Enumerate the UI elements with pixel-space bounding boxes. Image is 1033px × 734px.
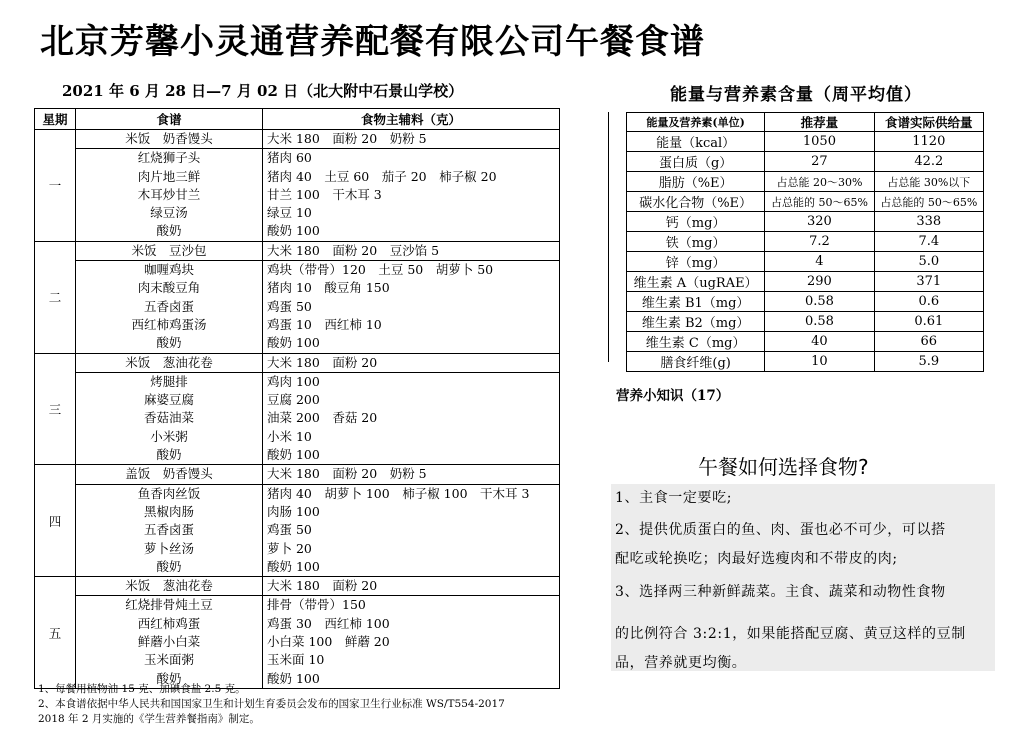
dish-name: 绿豆汤	[150, 205, 188, 221]
ingredient-line: 鸡块（带骨）120 土豆 50 胡萝卜 50	[267, 262, 494, 278]
recommended-value: 27	[765, 152, 874, 172]
header-dishes: 食谱	[76, 109, 263, 130]
dishes-cell	[76, 130, 263, 242]
nutrient-name: 维生素 B2（mg）	[627, 312, 765, 332]
menu-day-row	[35, 130, 560, 242]
ingredient-line: 玉米面 10	[267, 652, 325, 668]
actual-value: 占总能的 50～65%	[874, 192, 983, 212]
menu-date-school: 2021 年 6 月 28 日—7 月 02 日（北大附中石景山学校）	[62, 82, 464, 100]
actual-value: 371	[874, 272, 983, 292]
ingredients-cell	[263, 577, 560, 689]
dishes-cell	[76, 353, 263, 465]
nutrient-name: 碳水化合物（%E）	[627, 192, 765, 212]
actual-value: 66	[874, 332, 983, 352]
ingredient-line: 猪肉 60	[267, 150, 312, 166]
nutrient-name: 维生素 C（mg）	[627, 332, 765, 352]
dishes-cell	[76, 577, 263, 689]
nutrition-table	[626, 112, 984, 372]
dish-name: 西红柿鸡蛋	[137, 615, 201, 631]
ingredient-line: 猪肉 10 酸豆角 150	[267, 280, 390, 296]
knowledge-title: 营养小知识（17）	[616, 388, 730, 404]
nutrition-row	[627, 192, 984, 212]
menu-notes	[38, 682, 568, 727]
actual-value: 占总能 30%以下	[874, 172, 983, 192]
dish-name: 萝卜丝汤	[143, 540, 194, 556]
ingredients-cell	[263, 130, 560, 242]
note-line: 2、本食谱依据中华人民共和国国家卫生和计划生育委员会发布的国家卫生行业标准 WS/T554-2017	[38, 698, 505, 710]
dish-name: 酸奶	[156, 670, 182, 686]
actual-value: 338	[874, 212, 983, 232]
dishes-cell	[76, 465, 263, 577]
nutrient-name: 脂肪（%E）	[627, 172, 765, 192]
recommended-value: 40	[765, 332, 874, 352]
dish-name: 五香卤蛋	[143, 298, 194, 314]
ingredient-line: 大米 180 面粉 20	[263, 354, 559, 373]
recommended-value: 0.58	[765, 292, 874, 312]
dish-name: 肉末酸豆角	[137, 280, 201, 296]
ingredient-line: 豆腐 200	[267, 392, 320, 408]
ingredient-line: 猪肉 40 土豆 60 茄子 20 柿子椒 20	[267, 168, 497, 184]
weekday-cell: 四	[35, 465, 76, 577]
dish-name: 肉片地三鲜	[137, 168, 201, 184]
menu-body	[35, 130, 560, 689]
ingredient-line: 鸡蛋 50	[267, 298, 312, 314]
ingredients-cell	[263, 353, 560, 465]
ingredient-line: 酸奶 100	[267, 558, 320, 574]
menu-day-row	[35, 353, 560, 465]
nutrient-name: 锌（mg）	[627, 252, 765, 272]
ingredient-line: 鸡蛋 10 西红柿 10	[267, 316, 382, 332]
ingredient-line: 大米 180 面粉 20 豆沙馅 5	[263, 242, 559, 261]
tip-line: 品，营养就更均衡。	[615, 655, 747, 671]
ingredient-line: 大米 180 面粉 20 奶粉 5	[263, 465, 559, 484]
divider-line	[608, 112, 609, 362]
tips-box	[611, 484, 995, 671]
weekday-cell: 五	[35, 577, 76, 689]
nutrition-row	[627, 292, 984, 312]
nutrition-row	[627, 312, 984, 332]
ingredient-line: 酸奶 100	[267, 447, 320, 463]
dish-name: 米饭 葱油花卷	[76, 354, 262, 373]
ingredient-line: 小米 10	[267, 428, 312, 444]
dish-name: 五香卤蛋	[143, 522, 194, 538]
dish-name: 米饭 豆沙包	[76, 242, 262, 261]
dish-name: 鲜蘑小白菜	[137, 634, 201, 650]
dish-name: 木耳炒甘兰	[137, 186, 201, 202]
recommended-value: 0.58	[765, 312, 874, 332]
menu-day-row	[35, 241, 560, 353]
menu-day-row	[35, 465, 560, 577]
nutrient-name: 蛋白质（g）	[627, 152, 765, 172]
recommended-value: 占总能的 50～65%	[765, 192, 874, 212]
recommended-value: 290	[765, 272, 874, 292]
nutrient-name: 维生素 A（ugRAE）	[627, 272, 765, 292]
lunch-menu-table	[34, 108, 560, 689]
ingredient-line: 排骨（带骨）150	[267, 597, 366, 613]
nutrient-name: 铁（mg）	[627, 232, 765, 252]
tip-line: 1、主食一定要吃;	[615, 490, 733, 506]
nutrition-row	[627, 332, 984, 352]
header-weekday: 星期	[35, 109, 76, 130]
recommended-value: 1050	[765, 132, 874, 152]
note-line: 1、每餐用植物油 15 克、加碘食盐 2.5 克。	[38, 683, 246, 695]
dish-name: 红烧狮子头	[137, 150, 201, 166]
dish-name: 米饭 奶香馒头	[76, 130, 262, 149]
nutrition-body	[627, 132, 984, 372]
dish-name: 酸奶	[156, 447, 182, 463]
ingredient-line: 酸奶 100	[267, 670, 320, 686]
dish-name: 黑椒肉肠	[143, 503, 194, 519]
dish-name: 酸奶	[156, 335, 182, 351]
ingredient-line: 猪肉 40 胡萝卜 100 柿子椒 100 干木耳 3	[267, 485, 530, 501]
nutrient-name: 膳食纤维(g)	[627, 352, 765, 372]
recommended-value: 占总能 20～30%	[765, 172, 874, 192]
nutrient-name: 能量（kcal）	[627, 132, 765, 152]
weekday-cell: 一	[35, 130, 76, 242]
note-line: 2018 年 2 月实施的《学生营养餐指南》制定。	[38, 713, 260, 725]
weekday-cell: 二	[35, 241, 76, 353]
actual-value: 5.9	[874, 352, 983, 372]
actual-value: 1120	[874, 132, 983, 152]
nutrition-row	[627, 212, 984, 232]
ingredient-line: 鸡蛋 30 西红柿 100	[267, 615, 390, 631]
actual-value: 42.2	[874, 152, 983, 172]
actual-value: 7.4	[874, 232, 983, 252]
nutrition-row	[627, 132, 984, 152]
ingredient-line: 鸡肉 100	[267, 373, 320, 389]
ingredient-line: 肉肠 100	[267, 503, 320, 519]
dish-name: 盖饭 奶香馒头	[76, 465, 262, 484]
tip-line: 配吃或轮换吃；肉最好选瘦肉和不带皮的肉;	[615, 551, 898, 567]
actual-value: 5.0	[874, 252, 983, 272]
dish-name: 烤腿排	[150, 373, 188, 389]
recommended-value: 10	[765, 352, 874, 372]
dish-name: 鱼香肉丝饭	[137, 485, 201, 501]
recommended-value: 4	[765, 252, 874, 272]
ingredient-line: 酸奶 100	[267, 223, 320, 239]
nutrition-row	[627, 272, 984, 292]
dish-name: 咖喱鸡块	[143, 262, 194, 278]
weekday-cell: 三	[35, 353, 76, 465]
tip-line: 的比例符合 3:2:1，如果能搭配豆腐、黄豆这样的豆制	[615, 626, 966, 642]
nutrition-row	[627, 352, 984, 372]
actual-value: 0.6	[874, 292, 983, 312]
ingredient-line: 酸奶 100	[267, 335, 320, 351]
dish-name: 麻婆豆腐	[143, 392, 194, 408]
nutrition-title: 能量与营养素含量（周平均值）	[670, 85, 922, 105]
ingredient-line: 甘兰 100 干木耳 3	[267, 186, 382, 202]
recommended-value: 7.2	[765, 232, 874, 252]
ingredient-line: 萝卜 20	[267, 540, 312, 556]
dish-name: 酸奶	[156, 558, 182, 574]
page-title: 北京芳馨小灵通营养配餐有限公司午餐食谱	[40, 22, 705, 62]
nutrient-name: 维生素 B1（mg）	[627, 292, 765, 312]
header-recommended: 推荐量	[765, 113, 874, 132]
recommended-value: 320	[765, 212, 874, 232]
nutrition-header-row	[627, 113, 984, 132]
nutrition-row	[627, 232, 984, 252]
menu-day-row	[35, 577, 560, 689]
dish-name: 酸奶	[156, 223, 182, 239]
ingredients-cell	[263, 241, 560, 353]
nutrition-row	[627, 172, 984, 192]
dish-name: 小米粥	[150, 428, 188, 444]
ingredient-line: 大米 180 面粉 20 奶粉 5	[263, 130, 559, 149]
dish-name: 香菇油菜	[143, 410, 194, 426]
dish-name: 红烧排骨炖土豆	[125, 597, 213, 613]
ingredient-line: 油菜 200 香菇 20	[267, 410, 378, 426]
ingredient-line: 鸡蛋 50	[267, 522, 312, 538]
nutrition-row	[627, 152, 984, 172]
ingredient-line: 大米 180 面粉 20	[263, 577, 559, 596]
actual-value: 0.61	[874, 312, 983, 332]
tip-line: 3、选择两三种新鲜蔬菜。主食、蔬菜和动物性食物	[615, 584, 946, 600]
header-nutrient: 能量及营养素(单位)	[627, 113, 765, 132]
ingredient-line: 绿豆 10	[267, 205, 312, 221]
ingredients-cell	[263, 465, 560, 577]
menu-header-row	[35, 109, 560, 130]
dish-name: 西红柿鸡蛋汤	[131, 316, 207, 332]
header-ingredients: 食物主辅料（克）	[263, 109, 560, 130]
nutrition-row	[627, 252, 984, 272]
ingredient-line: 小白菜 100 鲜蘑 20	[267, 634, 390, 650]
dish-name: 玉米面粥	[143, 652, 194, 668]
knowledge-question: 午餐如何选择食物?	[698, 455, 869, 479]
tip-line: 2、提供优质蛋白的鱼、肉、蛋也必不可少，可以搭	[615, 522, 946, 538]
dishes-cell	[76, 241, 263, 353]
nutrient-name: 钙（mg）	[627, 212, 765, 232]
dish-name: 米饭 葱油花卷	[76, 577, 262, 596]
header-actual: 食谱实际供给量	[874, 113, 983, 132]
